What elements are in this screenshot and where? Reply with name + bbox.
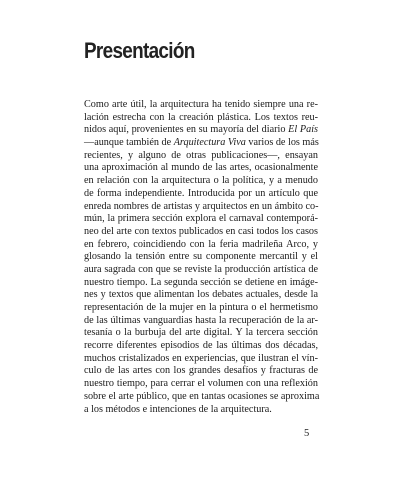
body-line: recientes, y alguno de otras publicaciones—, ensayan xyxy=(84,149,318,161)
page-number: 5 xyxy=(304,428,310,439)
body-line: de las últimas vanguardias hasta la recuperación de la ar- xyxy=(84,314,318,326)
body-line: de forma independiente. Introducida por un artículo que xyxy=(84,187,318,199)
body-line: en febrero, coincidiendo con la feria madrileña Arco, y xyxy=(84,238,318,250)
body-line: una aproximación al mundo de las artes, ocasionalmente xyxy=(84,162,318,174)
body-line: nidos aquí, provenientes en su mayoría del diario El País xyxy=(84,124,318,136)
body-line: muchos cristalizados en experiencias, que ilustran el vín- xyxy=(84,352,318,364)
body-line: en relación con la arquitectura o la política, y a menudo xyxy=(84,175,318,187)
body-line: representación de la mujer en la pintura o el hermetismo xyxy=(84,302,318,313)
body-line: enreda nombres de artistas y arquitectos en un ámbito co- xyxy=(84,200,319,212)
body-line: lación estrecha con la creación plástica. Los textos reu- xyxy=(84,111,318,123)
body-line: —aunque también de Arquitectura Viva varios de los más xyxy=(84,137,319,149)
body-line: tesanía o la burbuja del arte digital. Y la tercera sección xyxy=(84,327,318,339)
body-line: nuestro tiempo, para cerrar el volumen con una reflexión xyxy=(84,378,318,390)
body-line: sobre el arte público, que en tantas ocasiones se aproxima xyxy=(84,390,320,402)
body-line: nuestro tiempo. La segunda sección se detiene en imáge- xyxy=(84,276,318,288)
body-line: neo del arte con textos publicados en casi todos los casos xyxy=(84,225,318,237)
body-text xyxy=(84,99,318,416)
body-line: nes y textos que alimentan los debates actuales, desde la xyxy=(84,289,318,301)
body-line: recorre diferentes episodios de las últimas dos décadas, xyxy=(84,340,318,352)
body-line: aura sagrada con que se reviste la producción artística de xyxy=(84,263,318,275)
body-line: mún, la primera sección explora el carnaval contemporá- xyxy=(84,213,318,225)
body-line: a los métodos e intenciones de la arquitectura. xyxy=(84,403,272,415)
body-line: culo de las artes con los grandes desafíos y fracturas de xyxy=(84,365,318,377)
page-title: Presentación xyxy=(84,38,195,63)
body-line: Como arte útil, la arquitectura ha tenido siempre una re- xyxy=(84,99,318,110)
body-line: glosando la tensión entre su componente mercantil y el xyxy=(84,251,318,263)
